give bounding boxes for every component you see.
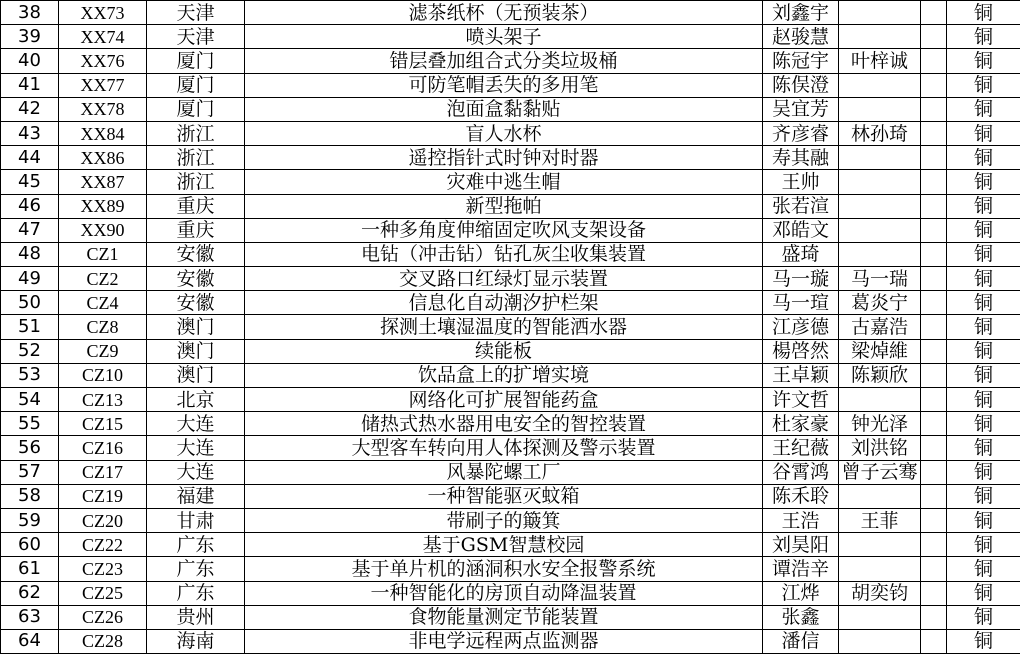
- table-row: [1, 629, 1020, 653]
- cell-region: 福建: [147, 484, 245, 508]
- cell-member-2: [839, 557, 921, 581]
- cell-member-1: 王帅: [763, 170, 839, 194]
- cell-member-1: 齐彦睿: [763, 121, 839, 145]
- cell-project-title: 灾难中逃生帽: [245, 170, 763, 194]
- cell-number: 54: [1, 388, 59, 412]
- cell-blank: [921, 194, 947, 218]
- cell-award: 铜: [947, 315, 1020, 339]
- cell-project-title: 错层叠加组合式分类垃圾桶: [245, 49, 763, 73]
- cell-code: CZ4: [59, 291, 147, 315]
- cell-member-2: [839, 629, 921, 653]
- cell-member-1: 陈俣澄: [763, 73, 839, 97]
- cell-project-title: 饮品盒上的扩增实境: [245, 363, 763, 387]
- cell-region: 广东: [147, 533, 245, 557]
- cell-blank: [921, 484, 947, 508]
- cell-blank: [921, 460, 947, 484]
- cell-award: 铜: [947, 388, 1020, 412]
- cell-award: 铜: [947, 484, 1020, 508]
- cell-member-1: 陈冠宇: [763, 49, 839, 73]
- cell-project-title: 滤茶纸杯（无预装茶）: [245, 1, 763, 25]
- cell-code: XX76: [59, 49, 147, 73]
- cell-award: 铜: [947, 339, 1020, 363]
- cell-member-1: 谷霄鸿: [763, 460, 839, 484]
- table-row: [1, 436, 1020, 460]
- cell-award: 铜: [947, 1, 1020, 25]
- cell-code: CZ23: [59, 557, 147, 581]
- cell-project-title: 信息化自动潮汐护栏架: [245, 291, 763, 315]
- cell-code: XX90: [59, 218, 147, 242]
- cell-blank: [921, 533, 947, 557]
- cell-number: 40: [1, 49, 59, 73]
- cell-blank: [921, 388, 947, 412]
- cell-member-1: 赵骏慧: [763, 25, 839, 49]
- cell-member-1: 张若渲: [763, 194, 839, 218]
- cell-blank: [921, 339, 947, 363]
- table-row: [1, 121, 1020, 145]
- cell-code: CZ25: [59, 581, 147, 605]
- cell-member-2: [839, 97, 921, 121]
- cell-number: 61: [1, 557, 59, 581]
- cell-member-2: 林孙琦: [839, 121, 921, 145]
- table-row: [1, 484, 1020, 508]
- cell-member-2: 刘洪铭: [839, 436, 921, 460]
- cell-award: 铜: [947, 218, 1020, 242]
- cell-code: CZ1: [59, 242, 147, 266]
- cell-member-2: 马一瑞: [839, 267, 921, 291]
- table-body: [1, 1, 1020, 654]
- cell-blank: [921, 436, 947, 460]
- cell-region: 安徽: [147, 291, 245, 315]
- cell-project-title: 带刷子的簸箕: [245, 508, 763, 532]
- cell-code: CZ16: [59, 436, 147, 460]
- cell-award: 铜: [947, 363, 1020, 387]
- cell-project-title: 续能板: [245, 339, 763, 363]
- cell-award: 铜: [947, 146, 1020, 170]
- cell-region: 天津: [147, 1, 245, 25]
- table-row: [1, 508, 1020, 532]
- cell-project-title: 探测土壤湿温度的智能洒水器: [245, 315, 763, 339]
- cell-project-title: 泡面盒黏黏贴: [245, 97, 763, 121]
- cell-project-title: 基于单片机的涵洞积水安全报警系统: [245, 557, 763, 581]
- cell-number: 50: [1, 291, 59, 315]
- cell-member-1: 王纪薇: [763, 436, 839, 460]
- cell-code: XX87: [59, 170, 147, 194]
- cell-award: 铜: [947, 460, 1020, 484]
- cell-code: CZ2: [59, 267, 147, 291]
- cell-blank: [921, 412, 947, 436]
- cell-number: 43: [1, 121, 59, 145]
- cell-number: 44: [1, 146, 59, 170]
- cell-award: 铜: [947, 242, 1020, 266]
- table-row: [1, 267, 1020, 291]
- cell-award: 铜: [947, 194, 1020, 218]
- cell-project-title: 一种智能化的房顶自动降温装置: [245, 581, 763, 605]
- table-row: [1, 73, 1020, 97]
- cell-award: 铜: [947, 412, 1020, 436]
- cell-number: 57: [1, 460, 59, 484]
- cell-project-title: 储热式热水器用电安全的智控装置: [245, 412, 763, 436]
- cell-project-title: 喷头架子: [245, 25, 763, 49]
- cell-code: XX89: [59, 194, 147, 218]
- cell-region: 澳门: [147, 315, 245, 339]
- table-row: [1, 146, 1020, 170]
- cell-award: 铜: [947, 267, 1020, 291]
- cell-region: 大连: [147, 460, 245, 484]
- cell-project-title: 一种智能驱灭蚊箱: [245, 484, 763, 508]
- cell-blank: [921, 605, 947, 629]
- table-row: [1, 170, 1020, 194]
- cell-code: CZ13: [59, 388, 147, 412]
- cell-region: 浙江: [147, 170, 245, 194]
- cell-member-2: 胡奕钧: [839, 581, 921, 605]
- cell-region: 厦门: [147, 49, 245, 73]
- cell-member-2: [839, 170, 921, 194]
- cell-award: 铜: [947, 436, 1020, 460]
- table-row: [1, 1, 1020, 25]
- cell-project-title: 食物能量测定节能装置: [245, 605, 763, 629]
- cell-blank: [921, 315, 947, 339]
- cell-code: CZ8: [59, 315, 147, 339]
- cell-region: 安徽: [147, 242, 245, 266]
- cell-project-title: 遥控指针式时钟对时器: [245, 146, 763, 170]
- cell-member-2: [839, 1, 921, 25]
- cell-region: 广东: [147, 581, 245, 605]
- cell-blank: [921, 170, 947, 194]
- cell-number: 51: [1, 315, 59, 339]
- cell-number: 39: [1, 25, 59, 49]
- table-row: [1, 533, 1020, 557]
- cell-member-1: 邓皓文: [763, 218, 839, 242]
- cell-region: 广东: [147, 557, 245, 581]
- cell-project-title: 盲人水杯: [245, 121, 763, 145]
- cell-number: 53: [1, 363, 59, 387]
- cell-region: 贵州: [147, 605, 245, 629]
- cell-member-1: 谭浩辛: [763, 557, 839, 581]
- cell-award: 铜: [947, 291, 1020, 315]
- cell-number: 41: [1, 73, 59, 97]
- cell-project-title: 风暴陀螺工厂: [245, 460, 763, 484]
- cell-blank: [921, 242, 947, 266]
- cell-number: 62: [1, 581, 59, 605]
- cell-region: 海南: [147, 629, 245, 653]
- table-row: [1, 291, 1020, 315]
- table-row: [1, 218, 1020, 242]
- table-row: [1, 412, 1020, 436]
- cell-project-title: 非电学远程两点监测器: [245, 629, 763, 653]
- cell-blank: [921, 581, 947, 605]
- cell-member-2: 王菲: [839, 508, 921, 532]
- cell-member-2: [839, 146, 921, 170]
- cell-project-title: 网络化可扩展智能药盒: [245, 388, 763, 412]
- cell-blank: [921, 363, 947, 387]
- cell-award: 铜: [947, 605, 1020, 629]
- cell-code: XX77: [59, 73, 147, 97]
- cell-code: XX86: [59, 146, 147, 170]
- cell-code: CZ26: [59, 605, 147, 629]
- cell-blank: [921, 121, 947, 145]
- cell-code: XX78: [59, 97, 147, 121]
- cell-member-1: 楊啓然: [763, 339, 839, 363]
- cell-award: 铜: [947, 121, 1020, 145]
- table-row: [1, 315, 1020, 339]
- cell-member-2: [839, 605, 921, 629]
- cell-member-2: [839, 388, 921, 412]
- cell-award: 铜: [947, 97, 1020, 121]
- cell-award: 铜: [947, 533, 1020, 557]
- cell-member-1: 盛琦: [763, 242, 839, 266]
- table-row: [1, 581, 1020, 605]
- cell-number: 60: [1, 533, 59, 557]
- cell-member-1: 杜家豪: [763, 412, 839, 436]
- cell-number: 42: [1, 97, 59, 121]
- cell-award: 铜: [947, 73, 1020, 97]
- cell-number: 47: [1, 218, 59, 242]
- cell-member-1: 张鑫: [763, 605, 839, 629]
- cell-number: 45: [1, 170, 59, 194]
- cell-number: 38: [1, 1, 59, 25]
- cell-member-2: [839, 73, 921, 97]
- cell-member-1: 许文哲: [763, 388, 839, 412]
- table-row: [1, 97, 1020, 121]
- cell-code: CZ19: [59, 484, 147, 508]
- cell-code: CZ10: [59, 363, 147, 387]
- table-row: [1, 339, 1020, 363]
- cell-member-2: 曾子云骞: [839, 460, 921, 484]
- cell-member-2: [839, 25, 921, 49]
- cell-number: 63: [1, 605, 59, 629]
- cell-blank: [921, 508, 947, 532]
- cell-award: 铜: [947, 25, 1020, 49]
- table-row: [1, 460, 1020, 484]
- cell-member-1: 陈禾聆: [763, 484, 839, 508]
- cell-blank: [921, 1, 947, 25]
- cell-number: 56: [1, 436, 59, 460]
- cell-region: 重庆: [147, 218, 245, 242]
- cell-blank: [921, 49, 947, 73]
- cell-code: CZ9: [59, 339, 147, 363]
- cell-blank: [921, 218, 947, 242]
- cell-code: CZ20: [59, 508, 147, 532]
- cell-award: 铜: [947, 170, 1020, 194]
- cell-region: 浙江: [147, 146, 245, 170]
- cell-blank: [921, 97, 947, 121]
- cell-award: 铜: [947, 629, 1020, 653]
- cell-blank: [921, 291, 947, 315]
- cell-member-2: 钟光泽: [839, 412, 921, 436]
- cell-code: CZ15: [59, 412, 147, 436]
- table-row: [1, 388, 1020, 412]
- cell-member-2: 梁焯維: [839, 339, 921, 363]
- cell-member-2: 古嘉浩: [839, 315, 921, 339]
- cell-member-1: 江彦德: [763, 315, 839, 339]
- cell-member-2: [839, 194, 921, 218]
- cell-blank: [921, 557, 947, 581]
- cell-member-1: 潘信: [763, 629, 839, 653]
- cell-member-1: 吴宜芳: [763, 97, 839, 121]
- table-row: [1, 242, 1020, 266]
- cell-region: 澳门: [147, 363, 245, 387]
- cell-blank: [921, 73, 947, 97]
- cell-blank: [921, 25, 947, 49]
- cell-region: 天津: [147, 25, 245, 49]
- cell-number: 59: [1, 508, 59, 532]
- cell-member-1: 刘昊阳: [763, 533, 839, 557]
- cell-member-2: [839, 218, 921, 242]
- cell-blank: [921, 629, 947, 653]
- cell-region: 厦门: [147, 73, 245, 97]
- cell-region: 安徽: [147, 267, 245, 291]
- cell-region: 厦门: [147, 97, 245, 121]
- cell-project-title: 一种多角度伸缩固定吹风支架设备: [245, 218, 763, 242]
- cell-member-1: 江烨: [763, 581, 839, 605]
- cell-member-1: 王浩: [763, 508, 839, 532]
- cell-number: 48: [1, 242, 59, 266]
- cell-region: 北京: [147, 388, 245, 412]
- cell-award: 铜: [947, 49, 1020, 73]
- cell-region: 甘肃: [147, 508, 245, 532]
- cell-code: XX73: [59, 1, 147, 25]
- cell-region: 浙江: [147, 121, 245, 145]
- cell-project-title: 新型拖帕: [245, 194, 763, 218]
- cell-code: CZ17: [59, 460, 147, 484]
- cell-member-1: 马一璇: [763, 267, 839, 291]
- cell-region: 澳门: [147, 339, 245, 363]
- cell-project-title: 基于GSM智慧校园: [245, 533, 763, 557]
- table-row: [1, 557, 1020, 581]
- cell-number: 46: [1, 194, 59, 218]
- table-row: [1, 49, 1020, 73]
- cell-member-1: 马一瑄: [763, 291, 839, 315]
- cell-member-2: 葛炎宁: [839, 291, 921, 315]
- cell-member-2: [839, 242, 921, 266]
- cell-award: 铜: [947, 581, 1020, 605]
- cell-member-1: 刘鑫宇: [763, 1, 839, 25]
- cell-project-title: 电钻（冲击钻）钻孔灰尘收集装置: [245, 242, 763, 266]
- cell-number: 55: [1, 412, 59, 436]
- cell-region: 大连: [147, 412, 245, 436]
- cell-blank: [921, 267, 947, 291]
- cell-number: 64: [1, 629, 59, 653]
- cell-award: 铜: [947, 557, 1020, 581]
- cell-blank: [921, 146, 947, 170]
- table-row: [1, 605, 1020, 629]
- cell-member-2: 陈颖欣: [839, 363, 921, 387]
- cell-member-2: [839, 484, 921, 508]
- table-row: [1, 194, 1020, 218]
- cell-region: 重庆: [147, 194, 245, 218]
- cell-member-2: 叶梓诚: [839, 49, 921, 73]
- cell-member-1: 王卓颖: [763, 363, 839, 387]
- cell-number: 58: [1, 484, 59, 508]
- cell-project-title: 交叉路口红绿灯显示装置: [245, 267, 763, 291]
- cell-project-title: 可防笔帽丢失的多用笔: [245, 73, 763, 97]
- cell-code: CZ28: [59, 629, 147, 653]
- table-row: [1, 363, 1020, 387]
- cell-code: CZ22: [59, 533, 147, 557]
- cell-number: 52: [1, 339, 59, 363]
- cell-member-2: [839, 533, 921, 557]
- cell-code: XX74: [59, 25, 147, 49]
- cell-award: 铜: [947, 508, 1020, 532]
- cell-member-1: 寿其融: [763, 146, 839, 170]
- cell-region: 大连: [147, 436, 245, 460]
- table-row: [1, 25, 1020, 49]
- cell-number: 49: [1, 267, 59, 291]
- cell-code: XX84: [59, 121, 147, 145]
- cell-project-title: 大型客车转向用人体探测及警示装置: [245, 436, 763, 460]
